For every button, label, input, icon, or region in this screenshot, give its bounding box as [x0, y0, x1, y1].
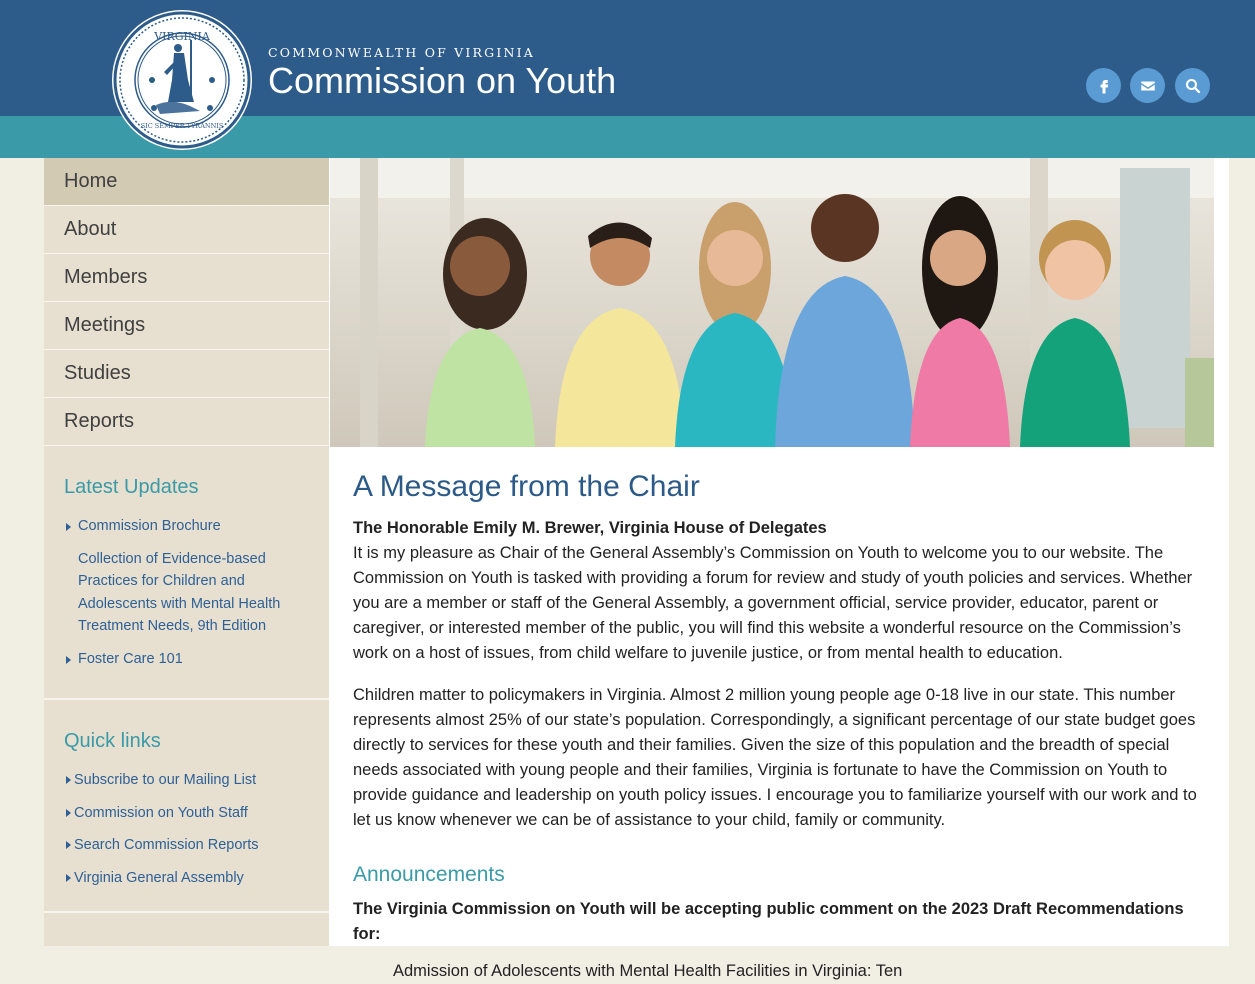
- latest-updates-heading: Latest Updates: [64, 476, 199, 498]
- nav-item-about[interactable]: [44, 206, 329, 254]
- quick-link[interactable]: [64, 769, 309, 791]
- quick-link[interactable]: [64, 834, 309, 856]
- nav-item-home[interactable]: [44, 158, 329, 206]
- nav-item-meetings[interactable]: [44, 302, 329, 350]
- update-link[interactable]: [64, 515, 309, 538]
- nav-label: Studies: [64, 362, 131, 384]
- update-link-label: Foster Care 101: [78, 650, 183, 667]
- quick-link[interactable]: [64, 867, 309, 889]
- announcement-lead: The Virginia Commission on Youth will be accepting public comment on the 2023 Draft Recommendations for:: [353, 900, 1184, 943]
- nav-item-reports[interactable]: [44, 398, 329, 446]
- facebook-icon: [1095, 77, 1113, 95]
- nav-item-members[interactable]: [44, 254, 329, 302]
- seal-top-text: VIRGINIA: [154, 30, 210, 43]
- quick-link-label: Virginia General Assembly: [74, 869, 244, 886]
- main-content: [329, 158, 1229, 980]
- quick-link-label: Subscribe to our Mailing List: [74, 772, 257, 788]
- site-title[interactable]: Commission on Youth: [268, 60, 617, 101]
- quick-link[interactable]: [64, 802, 309, 824]
- quick-link-label: Commission on Youth Staff: [74, 804, 248, 821]
- facebook-button[interactable]: [1086, 68, 1121, 103]
- nav-label: Reports: [64, 410, 135, 432]
- latest-updates-panel: [44, 446, 329, 670]
- caret-right-icon: [66, 841, 71, 849]
- quick-links-heading: Quick links: [64, 730, 161, 752]
- update-link[interactable]: [64, 648, 309, 671]
- chair-byline: The Honorable Emily M. Brewer, Virginia House of Delegates: [353, 519, 827, 537]
- chair-message-section: [353, 470, 1199, 984]
- quick-link-label: Search Commission Reports: [74, 837, 259, 854]
- caret-right-icon: [66, 656, 71, 664]
- nav-label: Home: [64, 170, 118, 192]
- nav-label: Meetings: [64, 314, 146, 336]
- update-link[interactable]: [64, 548, 309, 638]
- caret-right-icon: [66, 523, 71, 531]
- sidebar: [44, 158, 329, 946]
- update-link-label: Collection of Evidence-based Practices for Children and Adolescents with Mental Health Treatment Needs, 9th Edition: [78, 550, 281, 634]
- caret-right-icon: [66, 776, 71, 784]
- quick-links-panel: [44, 700, 329, 889]
- seal-bottom-text: SIC SEMPER TYRANNIS: [140, 122, 224, 130]
- email-button[interactable]: [1130, 68, 1165, 103]
- nav-label: Members: [64, 266, 148, 288]
- caret-right-icon: [66, 809, 71, 817]
- virginia-seal-logo[interactable]: [112, 10, 252, 150]
- message-paragraph: Children matter to policymakers in Virginia. Almost 2 million young people age 0-18 live in our state. This number represents almost 25% of our state’s population. Correspondingly, a significant percentage of our state budget goes directly to services for these youth and their families. Given the size of this population and the breadth of special needs associated with young people and their families, Virginia is fortunate to have the Commission on Youth to provide guidance and leadership on youth policy issues. I encourage you to familiarize yourself with our work and to let us know whenever we can be of assistance to your child, family or community.: [353, 686, 1197, 829]
- message-paragraph: It is my pleasure as Chair of the General Assembly’s Commission on Youth to welcome you to our website. The Commission on Youth is tasked with providing a forum for review and study of youth policies and services. Whether you are a member or staff of the General Assembly, a government official, service provider, educator, parent or caregiver, or interested member of the public, you will find this website a wonderful resource on the Commission’s work on a host of issues, from child welfare to juvenile justice, or from mental health to education.: [353, 544, 1193, 662]
- announcement-item[interactable]: Admission of Adolescents with Mental Health Facilities in Virginia: Ten: [393, 962, 903, 980]
- update-link-label: Commission Brochure: [78, 518, 221, 534]
- search-button[interactable]: [1175, 68, 1210, 103]
- mail-icon: [1139, 77, 1157, 95]
- site-kicker: COMMONWEALTH OF VIRGINIA: [268, 45, 535, 60]
- announcements-heading: Announcements: [353, 863, 505, 886]
- page-title: A Message from the Chair: [353, 470, 700, 503]
- hero-photo-children: [330, 158, 1214, 447]
- search-icon: [1184, 77, 1202, 95]
- nav-item-studies[interactable]: [44, 350, 329, 398]
- sidebar-divider: [44, 911, 329, 913]
- caret-right-icon: [66, 874, 71, 882]
- nav-label: About: [64, 218, 117, 240]
